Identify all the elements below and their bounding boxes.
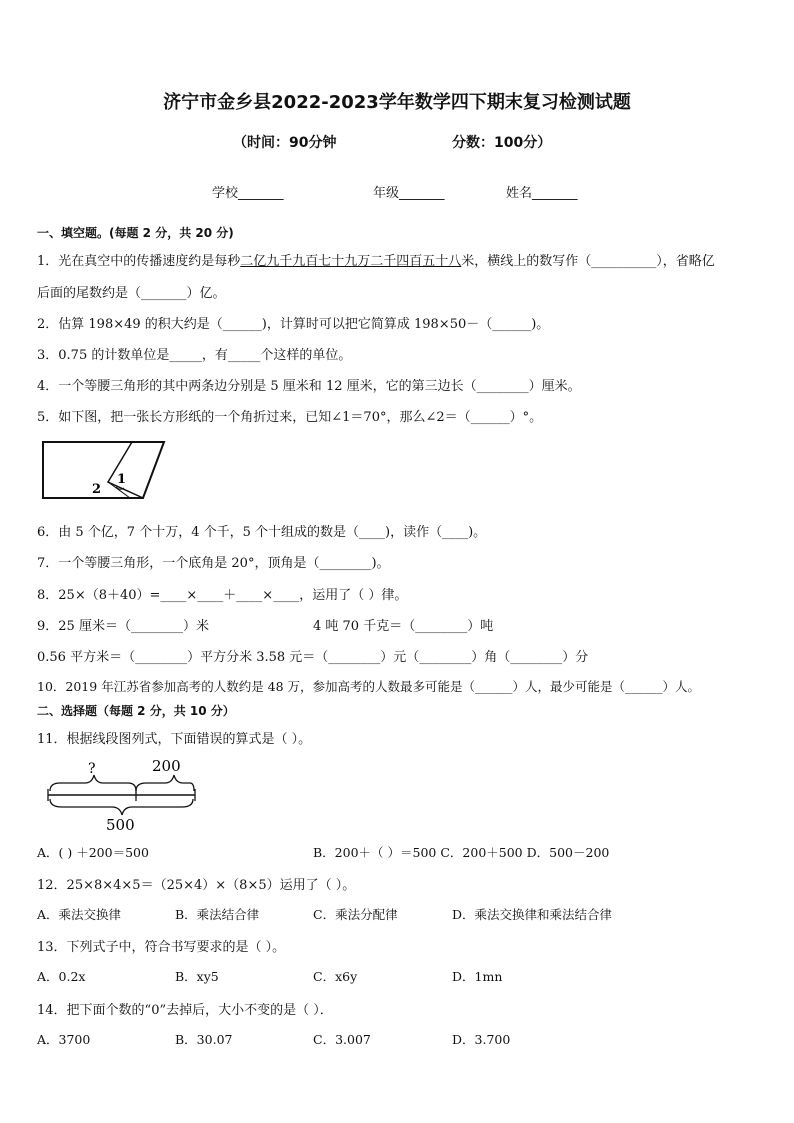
- angle-1-label: 1: [117, 472, 127, 487]
- question-9-c: 0.56 平方米＝（________）平方分米 3.58 元＝（________）元（________）角（________）分: [37, 650, 589, 665]
- exam-score: 分数：100分）: [452, 135, 552, 151]
- q13-option-a[interactable]: A．0.2x: [37, 969, 86, 984]
- question-7: 7．一个等腰三角形，一个底角是 20°，顶角是（________)。: [37, 556, 390, 571]
- part-label: 200: [152, 757, 181, 775]
- question-11: 11．根据线段图列式，下面错误的算式是（ ）。: [37, 732, 312, 747]
- question-4: 4．一个等腰三角形的其中两条边分别是 5 厘米和 12 厘米，它的第三边长（________）厘米。: [37, 379, 581, 394]
- name-field[interactable]: 姓名_______: [506, 186, 578, 201]
- unknown-label: ?: [88, 761, 96, 777]
- q12-option-c[interactable]: C．乘法分配律: [313, 907, 398, 922]
- question-6: 6．由 5 个亿，7 个十万，4 个千，5 个十组成的数是（____)，读作（____)。: [37, 525, 487, 540]
- question-1: 1．光在真空中的传播速度约是每秒二亿九千九百七十九万二千四百五十八米，横线上的数写作（__________），省略亿: [37, 254, 715, 269]
- bottom-brace: [50, 799, 193, 815]
- question-1-cont: 后面的尾数约是（_______）亿。: [37, 286, 226, 301]
- q14-option-c[interactable]: C．3.007: [313, 1032, 371, 1047]
- question-9: 9．25 厘米＝（________）米: [37, 619, 209, 634]
- q13-option-c[interactable]: C．x6y: [313, 969, 358, 984]
- q13-option-d[interactable]: D．1mn: [452, 969, 503, 984]
- page-title: 济宁市金乡县2022-2023学年数学四下期末复习检测试题: [163, 92, 631, 113]
- q12-option-b[interactable]: B．乘法结合律: [175, 907, 260, 922]
- question-14: 14．把下面个数的“0”去掉后，大小不变的是（ ）．: [37, 1003, 333, 1018]
- left-brace: [50, 775, 136, 791]
- q14-option-d[interactable]: D．3.700: [452, 1032, 511, 1047]
- q13-option-b[interactable]: B．xy5: [175, 969, 219, 984]
- q11-option-a[interactable]: A．( ) ＋200＝500: [37, 845, 149, 860]
- question-12: 12．25×8×4×5＝（25×4）×（8×5）运用了（ ）。: [37, 878, 356, 893]
- paper-outline: [43, 442, 164, 498]
- total-label: 500: [106, 816, 135, 834]
- angle-2-label: 2: [92, 482, 102, 497]
- section-2-heading: 二、选择题（每题 2 分，共 10 分）: [37, 704, 235, 718]
- section-1-heading: 一、填空题。(每题 2 分，共 20 分): [37, 226, 234, 240]
- question-8: 8．25×（8＋40）=____×____＋____×____，运用了（ ）律。: [37, 588, 408, 603]
- exam-time: （时间：90分钟: [233, 135, 337, 151]
- question-10: 10．2019 年江苏省参加高考的人数约是 48 万，参加高考的人数最多可能是（______）人，最少可能是（______）人。: [37, 679, 701, 694]
- q14-option-a[interactable]: A．3700: [37, 1032, 91, 1047]
- fold-lines: [108, 442, 143, 498]
- folded-paper-figure: [40, 438, 170, 502]
- question-5: 5．如下图，把一张长方形纸的一个角折过来，已知∠1＝70°，那么∠2＝（______）°。: [37, 410, 543, 425]
- question-9-b: 4 吨 70 千克＝（________）吨: [313, 619, 494, 634]
- question-13: 13．下列式子中，符合书写要求的是（ ）。: [37, 940, 286, 955]
- segment-diagram: [40, 755, 200, 835]
- grade-field[interactable]: 年级_______: [373, 186, 445, 201]
- school-field[interactable]: 学校_______: [212, 186, 284, 201]
- q12-option-a[interactable]: A．乘法交换律: [37, 907, 122, 922]
- q14-option-b[interactable]: B．30.07: [175, 1032, 233, 1047]
- question-2: 2．估算 198×49 的积大约是（______)，计算时可以把它简算成 198×50－（______)。: [37, 317, 550, 332]
- q12-option-d[interactable]: D．乘法交换律和乘法结合律: [452, 907, 613, 922]
- right-brace: [136, 775, 194, 791]
- q11-options-bcd[interactable]: B．200＋（ ）＝500 C．200＋500 D．500－200: [313, 845, 610, 860]
- question-3: 3．0.75 的计数单位是_____，有_____个这样的单位。: [37, 348, 352, 363]
